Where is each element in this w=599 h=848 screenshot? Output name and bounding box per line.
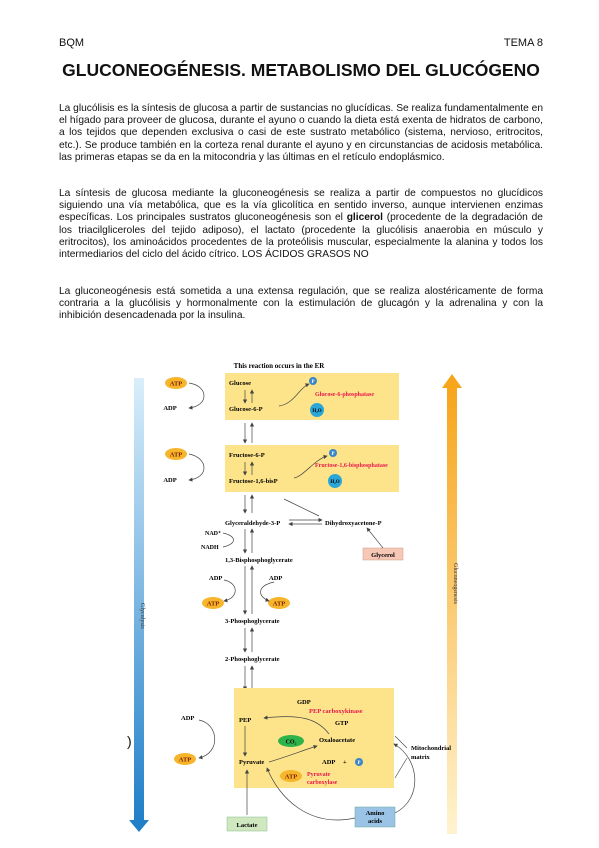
gluconeogenesis-figure [129, 358, 479, 838]
atp-label: ATP [169, 380, 183, 388]
margin-mark: ) [127, 733, 132, 749]
pg3-label: 3-Phosphoglycerate [225, 618, 280, 625]
adp-label: ADP [269, 575, 283, 582]
g6pase-label: Glucose-6-phosphatase [315, 392, 375, 398]
adp-label: ADP [163, 405, 177, 412]
glycerol-label: Glycerol [371, 552, 395, 559]
pi-label: P [357, 761, 361, 766]
fructose16bisp-label: Fructose-1,6-bisP [229, 478, 278, 485]
glicerol-bold: glicerol [346, 212, 383, 224]
co2-label: CO₂ [285, 739, 297, 746]
pi-label: P [331, 452, 335, 457]
atp-label: ATP [178, 756, 192, 764]
paragraph-substrates-b: (procedente de la degradación de los triacilgliceroles del tejido adiposo), el lactato (procedente la glucólisis anaerobia en músculo y eritrocitos), los aminoácidos procedentes de la proteólisis muscular, especialmente la alanina y todos los intermediarios del ciclo del ácido cítrico. LOS ÁCIDOS GRASOS NO [59, 212, 543, 261]
gdp-label: GDP [297, 699, 311, 706]
amino-label-2: acids [367, 818, 383, 825]
header-topic: TEMA 8 [503, 37, 543, 49]
fructose6p-label: Fructose-6-P [229, 452, 265, 459]
g3p-label: Glyceraldehyde-3-P [225, 520, 281, 527]
nad-label: NAD⁺ [205, 531, 222, 537]
atp-label: ATP [206, 600, 220, 608]
glucose6p-label: Glucose-6-P [229, 406, 263, 413]
water-label: H₂O [312, 409, 322, 414]
glycolysis-arrow [129, 378, 149, 832]
gtp-label: GTP [335, 720, 349, 727]
nadh-label: NADH [201, 545, 219, 551]
atp-label: ATP [169, 451, 183, 459]
pyr-carb-label-1: Pyruvate [307, 772, 331, 778]
adp-label: ADP [181, 715, 195, 722]
paragraph-intro: La glucólisis es la síntesis de glucosa a partir de sustancias no glucídicas. Se realiza fundamentalmente en el hígado para proveer de glucosa, durante el ayuno o cuando la dieta está exenta de hidratos de carbono, a los tejidos que dependen exclusiva o casi de este sustrato metabólico (sistema, nervioso, eritrocitos, etc.). Se produce también en la corteza renal durante el ayuno y en circunstancias de acidosis metabólica. las primeras etapas se da en la mitocondria y las últimas en el retículo endoplásmico. [59, 103, 543, 163]
water-label: H₂O [330, 480, 340, 485]
dhap-label: Dihydroxyacetone-P [325, 520, 382, 527]
pyruvate-label: Pyruvate [239, 759, 265, 766]
pi-label: P [311, 380, 315, 385]
glucose-label: Glucose [229, 380, 252, 387]
plus-label: + [343, 759, 347, 766]
mito-label-1: Mitochondrial [411, 745, 452, 752]
amino-label-1: Amino [365, 810, 385, 817]
adp-label: ADP [322, 759, 336, 766]
adp-label: ADP [209, 575, 223, 582]
pg2-label: 2-Phosphoglycerate [225, 656, 280, 663]
adp-label: ADP [163, 477, 177, 484]
gluconeogenesis-label: Gluconeogenesis [452, 563, 458, 604]
page-title: GLUCONEOGÉNESIS. METABOLISMO DEL GLUCÓGENO [62, 60, 540, 80]
paragraph-substrates [59, 188, 543, 261]
header-subject: BQM [59, 37, 85, 49]
er-note: This reaction occurs in the ER [233, 362, 325, 370]
atp-label: ATP [284, 773, 298, 781]
pyr-carb-label-2: carboxylase [307, 780, 338, 786]
pep-label: PEP [239, 717, 252, 724]
bpg13-label: 1,3-Bisphosphoglycerate [225, 557, 293, 564]
paragraph-regulation: La gluconeogénesis está sometida a una extensa regulación, que se realiza alostéricamente de forma contraria a la glucólisis y hormonalmente con la estimulación de glucagón y la adrenalina y con la inhibición desencadenada por la insulina. [59, 286, 543, 322]
oxaloacetate-label: Oxaloacetate [319, 737, 356, 744]
mito-label-2: matrix [411, 754, 430, 761]
fbpase-label: Fructose-1,6-bisphosphatase [315, 463, 388, 469]
paragraph-substrates-a: La síntesis de glucosa mediante la gluconeogénesis se realiza a partir de compuestos no glucídicos siguiendo una vía metabólica, que es la vía glicolítica en sentido inverso, aunque intervienen enzimas específicas. Los principales sustratos gluconeogénesis son el [59, 188, 543, 224]
lactate-label: Lactate [236, 822, 258, 829]
atp-label: ATP [272, 600, 286, 608]
glycolysis-label: Glycolysis [139, 603, 145, 629]
pepck-label: PEP carboxykinase [309, 708, 363, 715]
gluconeogenesis-arrow [442, 374, 462, 834]
